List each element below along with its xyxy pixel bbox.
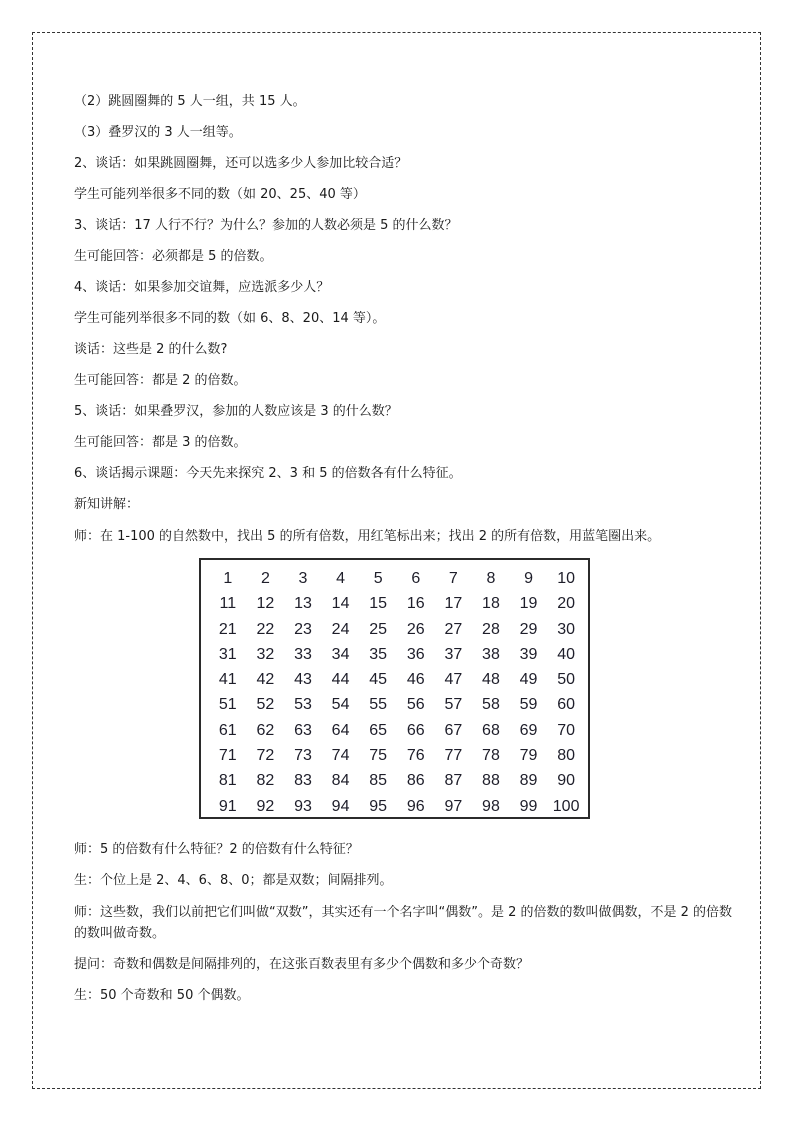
hundred-chart-cell: 36 [406,645,425,663]
hundred-chart-cell: 43 [294,671,312,689]
hundred-chart-cell: 31 [218,645,237,663]
hundred-chart-cell: 85 [369,772,388,790]
text-line: 师：这些数，我们以前把它们叫做“双数”，其实还有一个名字叫“偶数”。是 2 的倍数的数叫做偶数，不是 2 的倍数的数叫做奇数。 [74,905,733,941]
hundred-chart-cell: 71 [218,747,237,765]
hundred-chart-cell: 42 [256,671,275,689]
hundred-chart-cell: 13 [294,595,312,613]
hundred-chart-cell: 54 [331,696,350,714]
hundred-chart-cell: 66 [406,721,425,739]
hundred-chart-cell: 47 [444,671,463,689]
hundred-chart-cell: 29 [519,620,538,638]
hundred-chart-cell: 60 [557,696,576,714]
hundred-chart-cell: 26 [406,620,425,638]
hundred-chart-cell: 56 [406,696,425,714]
hundred-chart-cell: 32 [256,645,275,663]
hundred-chart-cell: 34 [331,645,350,663]
hundred-chart-cell: 33 [294,645,312,663]
hundred-chart-cell: 5 [373,570,383,587]
hundred-chart-cell: 98 [482,797,500,815]
text-line: 3、谈话：17 人行不行？为什么？参加的人数必须是 5 的什么数？ [74,218,458,233]
hundred-chart-cell: 90 [557,772,576,790]
text-line: 6、谈话揭示课题：今天先来探究 2、3 和 5 的倍数各有什么特征。 [74,466,462,481]
text-line: 生：50 个奇数和 50 个偶数。 [74,988,250,1003]
text-line: （3）叠罗汉的 3 人一组等。 [74,125,242,140]
hundred-chart-cell: 75 [369,747,388,765]
hundred-chart-cell: 40 [557,645,576,663]
lesson-text-top [74,92,734,547]
hundred-chart-cell: 53 [294,696,312,714]
hundred-chart-cell: 95 [369,797,388,815]
hundred-chart-cell: 67 [444,721,463,739]
hundred-chart-cell: 8 [486,570,496,587]
text-line: 学生可能列举很多不同的数（如 20、25、40 等） [74,187,366,202]
hundred-chart-cell: 92 [256,797,275,815]
hundred-chart-cell: 69 [519,721,538,739]
hundred-chart-cell: 100 [552,797,580,815]
hundred-chart-cell: 20 [557,595,576,613]
hundred-chart-cell: 45 [369,671,388,689]
hundred-chart-cell: 96 [406,797,425,815]
text-line: 4、谈话：如果参加交谊舞，应选派多少人？ [74,280,330,295]
hundred-chart-cell: 84 [331,772,350,790]
hundred-chart-cell: 68 [482,721,500,739]
hundred-chart-cell: 10 [557,570,576,587]
hundred-chart-cell: 37 [444,645,463,663]
hundred-chart-cell: 62 [256,721,275,739]
hundred-chart-cell: 3 [298,570,308,587]
hundred-chart-cell: 6 [411,570,421,587]
text-line: 师：在 1-100 的自然数中，找出 5 的所有倍数，用红笔标出来；找出 2 的所有倍数，用蓝笔圈出来。 [74,529,661,544]
hundred-chart-cell: 77 [444,747,463,765]
hundred-chart-cell: 4 [336,570,346,587]
hundred-chart-cell: 81 [218,772,237,790]
hundred-chart-cell: 18 [482,595,500,613]
hundred-chart-cell: 49 [519,671,538,689]
text-line: 生可能回答：必须都是 5 的倍数。 [74,249,273,264]
hundred-chart-cell: 24 [331,620,350,638]
hundred-chart-cell: 63 [294,721,312,739]
document-body [74,92,734,1017]
hundred-chart-cell: 99 [519,797,538,815]
hundred-chart-cell: 93 [294,797,312,815]
text-line: 5、谈话：如果叠罗汉，参加的人数应该是 3 的什么数？ [74,404,398,419]
hundred-chart-cell: 11 [219,595,237,613]
hundred-chart-cell: 94 [331,797,350,815]
hundred-chart-grid [209,566,585,819]
hundred-chart-cell: 86 [406,772,425,790]
hundred-chart-cell: 1 [223,570,233,587]
hundred-chart-cell: 16 [406,595,425,613]
text-line: 生：个位上是 2、4、6、8、0；都是双数；间隔排列。 [74,873,393,888]
hundred-chart-cell: 7 [448,570,458,587]
hundred-chart-cell: 35 [369,645,388,663]
hundred-chart-cell: 97 [444,797,463,815]
hundred-chart-cell: 88 [482,772,500,790]
text-line: 师：5 的倍数有什么特征？2 的倍数有什么特征？ [74,842,359,857]
text-line: 生可能回答：都是 3 的倍数。 [74,435,247,450]
hundred-chart-cell: 72 [256,747,275,765]
hundred-chart-cell: 17 [444,595,463,613]
hundred-chart-cell: 89 [519,772,538,790]
hundred-chart-cell: 19 [519,595,538,613]
hundred-chart-cell: 91 [218,797,237,815]
hundred-chart-cell: 64 [331,721,350,739]
hundred-chart-cell: 9 [524,570,533,587]
hundred-chart-cell: 78 [482,747,500,765]
hundred-chart-cell: 28 [482,620,500,638]
hundred-chart-cell: 74 [331,747,350,765]
text-line: 学生可能列举很多不同的数（如 6、8、20、14 等）。 [74,311,386,326]
hundred-chart-cell: 41 [218,671,237,689]
hundred-chart-cell: 30 [557,620,576,638]
hundred-chart-cell: 38 [482,645,500,663]
hundred-chart-cell: 2 [260,570,270,587]
hundred-chart-cell: 22 [256,620,275,638]
hundred-chart-cell: 87 [444,772,463,790]
hundred-chart-cell: 52 [256,696,275,714]
hundred-chart-cell: 55 [369,696,388,714]
hundred-chart-cell: 80 [557,747,576,765]
hundred-chart-cell: 79 [519,747,538,765]
hundred-chart-cell: 15 [369,595,388,613]
hundred-chart-cell: 27 [444,620,463,638]
hundred-chart-cell: 83 [294,772,312,790]
text-line: （2）跳圆圈舞的 5 人一组，共 15 人。 [74,94,306,109]
text-line: 2、谈话：如果跳圆圈舞，还可以选多少人参加比较合适？ [74,156,408,171]
hundred-chart-cell: 14 [331,595,350,613]
hundred-chart-cell: 76 [406,747,425,765]
hundred-chart-cell: 51 [218,696,237,714]
hundred-chart [199,558,590,819]
hundred-chart-cell: 82 [256,772,275,790]
hundred-chart-cell: 65 [369,721,388,739]
text-line: 谈话：这些是 2 的什么数? [74,342,228,357]
hundred-chart-cell: 12 [256,595,275,613]
hundred-chart-cell: 46 [406,671,425,689]
hundred-chart-cell: 23 [294,620,312,638]
hundred-chart-cell: 58 [482,696,500,714]
hundred-chart-cell: 48 [482,671,500,689]
hundred-chart-cell: 73 [294,747,312,765]
hundred-chart-cell: 44 [331,671,350,689]
hundred-chart-cell: 50 [557,671,576,689]
text-line: 生可能回答：都是 2 的倍数。 [74,373,247,388]
hundred-chart-cell: 57 [444,696,463,714]
hundred-chart-cell: 59 [519,696,538,714]
hundred-chart-cell: 21 [218,620,237,638]
hundred-chart-cell: 25 [369,620,388,638]
text-line: 提问：奇数和偶数是间隔排列的，在这张百数表里有多少个偶数和多少个奇数？ [74,957,530,972]
lesson-text-bottom [74,840,734,1006]
text-line: 新知讲解： [74,497,140,512]
hundred-chart-cell: 70 [557,721,576,739]
hundred-chart-cell: 61 [218,721,237,739]
hundred-chart-cell: 39 [519,645,538,663]
